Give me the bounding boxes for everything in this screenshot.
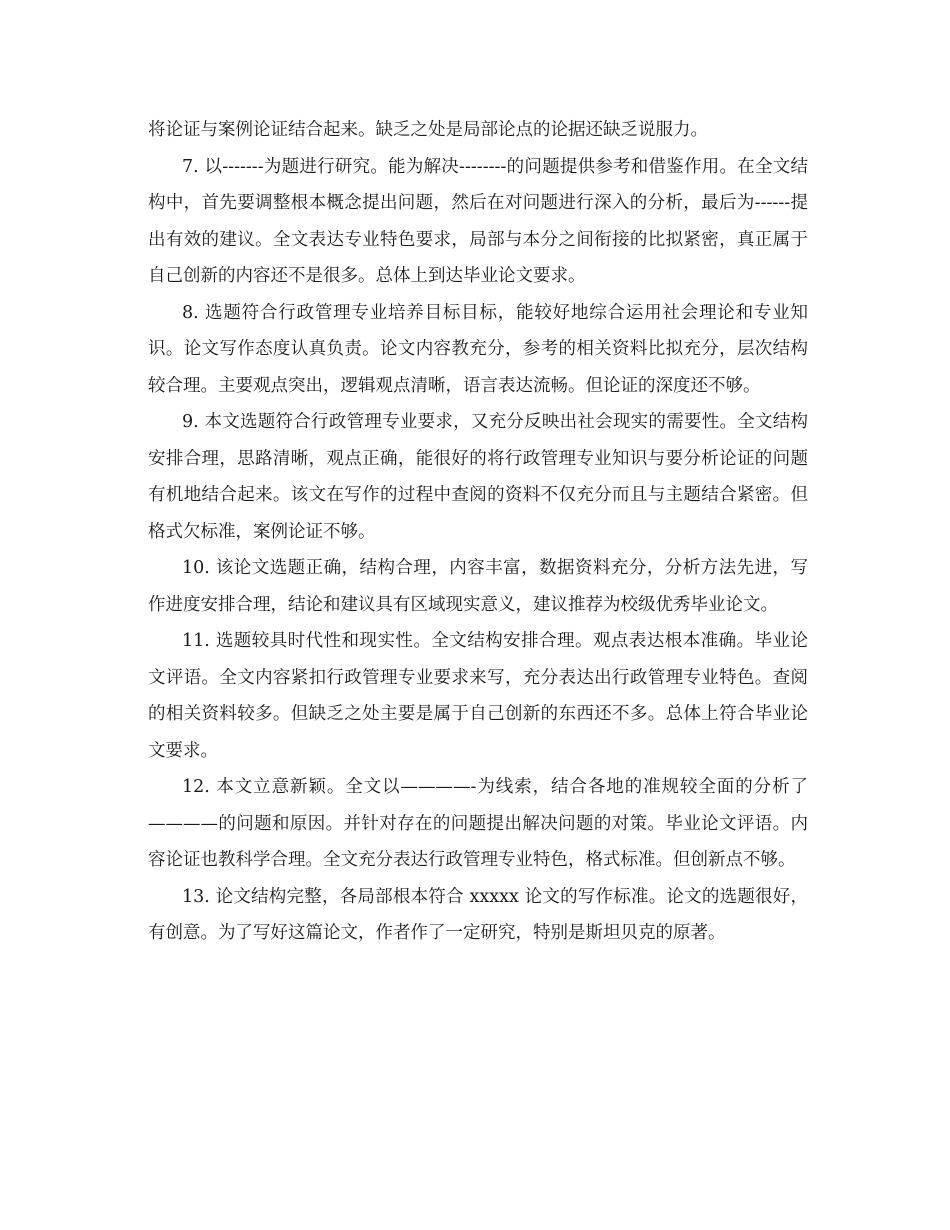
paragraph-item-7: 7. 以-------为题进行研究。能为解决--------的问题提供参考和借鉴作用。在全文结构中，首先要调整根本概念提出问题，然后在对问题进行深入的分析，最后为------提出有效的建议。全文表达专业特色要求，局部与本分之间衔接的比拟紧密，真正属于自己创新的内容还不是很多。总体上到达毕业论文要求。 (148, 156, 808, 286)
document-body (148, 112, 808, 952)
paragraph-item-10: 10. 该论文选题正确，结构合理，内容丰富，数据资料充分，分析方法先进，写作进度安排合理，结论和建议具有区域现实意义，建议推荐为校级优秀毕业论文。 (148, 558, 808, 615)
paragraph-item-9: 9. 本文选题符合行政管理专业要求，又充分反映出社会现实的需要性。全文结构安排合理，思路清晰，观点正确，能很好的将行政管理专业知识与要分析论证的问题有机地结合起来。该文在写作的过程中查阅的资料不仅充分而且与主题结合紧密。但格式欠标准，案例论证不够。 (148, 412, 808, 542)
paragraph-continuation: 将论证与案例论证结合起来。缺乏之处是局部论点的论据还缺乏说服力。 (148, 120, 708, 140)
paragraph-item-12: 12. 本文立意新颖。全文以————-为线索，结合各地的准规较全面的分析了————的问题和原因。并针对存在的问题提出解决问题的对策。毕业论文评语。内容论证也教科学合理。全文充分表达行政管理专业特色，格式标准。但创新点不够。 (148, 777, 808, 870)
paragraph-item-8: 8. 选题符合行政管理专业培养目标目标，能较好地综合运用社会理论和专业知识。论文写作态度认真负责。论文内容教充分，参考的相关资料比拟充分，层次结构较合理。主要观点突出，逻辑观点清晰，语言表达流畅。但论证的深度还不够。 (148, 302, 808, 396)
paragraph-item-13: 13. 论文结构完整，各局部根本符合 xxxxx 论文的写作标准。论文的选题很好，有创意。为了写好这篇论文，作者作了一定研究，特别是斯坦贝克的原著。 (148, 886, 808, 943)
paragraph-item-11: 11. 选题较具时代性和现实性。全文结构安排合理。观点表达根本准确。毕业论文评语。全文内容紧扣行政管理专业要求来写，充分表达出行政管理专业特色。查阅的相关资料较多。但缺乏之处主要是属于自己创新的东西还不多。总体上符合毕业论文要求。 (148, 631, 808, 761)
